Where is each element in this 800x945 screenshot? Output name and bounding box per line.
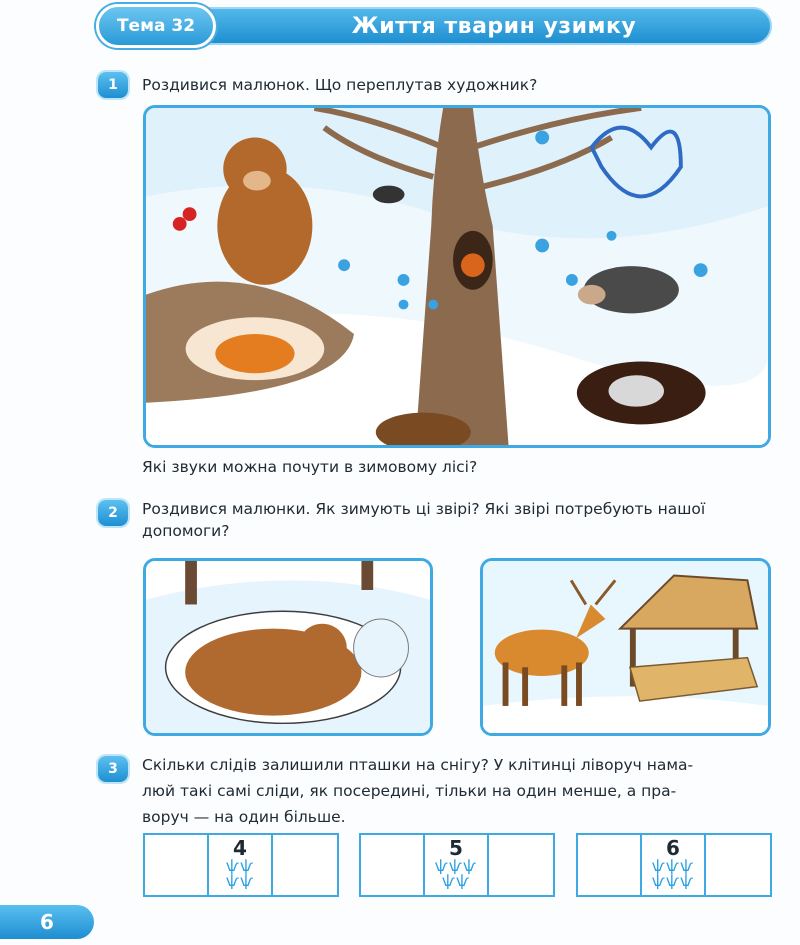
cell-group-2 — [359, 833, 555, 897]
topic-badge: Тема 32 — [96, 4, 216, 48]
track-count: 6 — [666, 836, 680, 860]
middle-cell — [642, 835, 706, 895]
task-3-line-2: люй такі самі сліди, як посередині, тільки на один менше, а пра- — [142, 782, 677, 800]
left-drawing-cell[interactable] — [145, 835, 209, 895]
task-2-text: Роздивися малюнки. Як зимують ці звірі? Які звірі потребують нашої допомоги? — [142, 500, 706, 540]
task-3-line-3: воруч — на один більше. — [142, 808, 346, 826]
deer-feeder-illustration — [480, 558, 771, 736]
task-1-question: Які звуки можна почути в зимовому лісі? — [142, 458, 478, 476]
task-3-number: 3 — [98, 756, 128, 782]
track-count: 4 — [233, 836, 247, 860]
right-drawing-cell[interactable] — [706, 835, 770, 895]
page-header — [96, 4, 772, 46]
left-drawing-cell[interactable] — [578, 835, 642, 895]
middle-cell — [209, 835, 273, 895]
right-drawing-cell[interactable] — [273, 835, 337, 895]
cell-group-1 — [143, 833, 339, 897]
page-title: Життя тварин узимку — [351, 13, 637, 39]
bird-tracks-row-1: ѱѱ — [225, 857, 255, 875]
task-1-text: Роздивися малюнок. Що переплутав художник? — [142, 76, 538, 94]
page-number: 6 — [0, 905, 94, 939]
task-1-number: 1 — [98, 72, 128, 98]
middle-cell — [425, 835, 489, 895]
bird-tracks-row-2: ѱѱѱ — [651, 872, 695, 890]
task-3-line-1: Скільки слідів залишили пташки на снігу? У клітинці ліворуч нама- — [142, 756, 694, 774]
bird-tracks-row-2: ѱѱ — [441, 872, 471, 890]
cell-group-3 — [576, 833, 772, 897]
bear-hibernating-illustration — [143, 558, 433, 736]
track-count: 5 — [449, 836, 463, 860]
winter-forest-illustration — [143, 105, 771, 448]
task-2-number: 2 — [98, 500, 128, 526]
right-drawing-cell[interactable] — [489, 835, 553, 895]
bird-tracks-row-1: ѱѱѱ — [651, 857, 695, 875]
left-drawing-cell[interactable] — [361, 835, 425, 895]
bird-tracks-row-1: ѱѱѱ — [434, 857, 478, 875]
bird-tracks-row-2: ѱѱ — [225, 872, 255, 890]
